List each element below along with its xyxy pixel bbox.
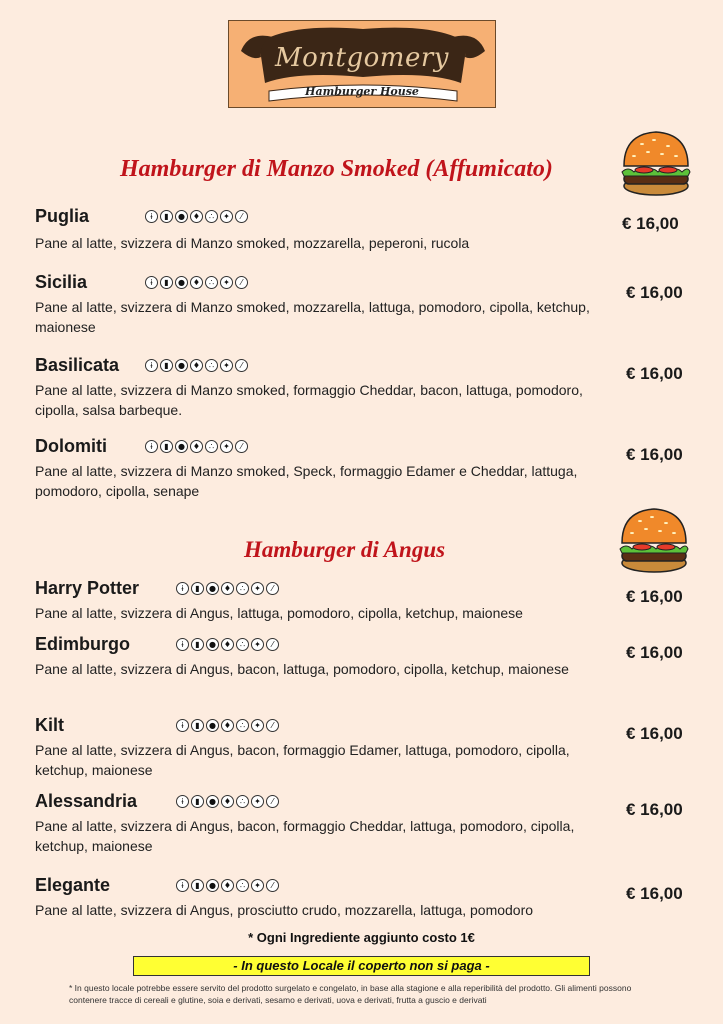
allergen-icons	[176, 582, 279, 595]
allergen-icons	[176, 795, 279, 808]
egg-icon: ●	[175, 440, 188, 453]
allergen-icons	[145, 359, 248, 372]
celery-icon: ✦	[220, 276, 233, 289]
item-price: € 16,00	[626, 643, 683, 662]
section-title-smoked: Hamburger di Manzo Smoked (Affumicato)	[120, 156, 553, 182]
milk-icon: ▮	[160, 440, 173, 453]
gluten-icon: ɨ	[145, 440, 158, 453]
egg-icon: ●	[206, 719, 219, 732]
item-description: Pane al latte, svizzera di Angus, bacon, formaggio Cheddar, lattuga, pomodoro, cipolla, ketchup, maionese	[35, 818, 575, 854]
sesame-icon: ∴	[236, 582, 249, 595]
mustard-icon: ♦	[190, 210, 203, 223]
item-price: € 16,00	[626, 587, 683, 606]
burger-icon	[618, 128, 694, 198]
egg-icon: ●	[175, 276, 188, 289]
logo-subtitle: Hamburger House	[305, 85, 419, 98]
celery-icon: ✦	[220, 440, 233, 453]
item-name: Dolomiti	[35, 436, 107, 456]
celery-icon: ✦	[251, 582, 264, 595]
item-price: € 16,00	[626, 445, 683, 464]
sesame-icon: ∴	[236, 719, 249, 732]
gluten-icon: ɨ	[176, 638, 189, 651]
celery-icon: ✦	[220, 359, 233, 372]
egg-icon: ●	[206, 638, 219, 651]
item-price: € 16,00	[626, 884, 683, 903]
item-description: Pane al latte, svizzera di Manzo smoked, mozzarella, lattuga, pomodoro, cipolla, ketchup, maionese	[35, 299, 590, 335]
gluten-icon: ɨ	[145, 210, 158, 223]
item-price: € 16,00	[626, 283, 683, 302]
burger-icon	[616, 505, 692, 575]
celery-icon: ✦	[251, 795, 264, 808]
item-description: Pane al latte, svizzera di Angus, prosciutto crudo, mozzarella, lattuga, pomodoro	[35, 902, 534, 918]
cover-charge-banner: - In questo Locale il coperto non si paga -	[133, 956, 590, 976]
mustard-icon: ♦	[221, 582, 234, 595]
item-description: Pane al latte, svizzera di Angus, bacon, lattuga, pomodoro, cipolla, ketchup, maionese	[35, 661, 569, 677]
item-description: Pane al latte, svizzera di Manzo smoked, mozzarella, peperoni, rucola	[35, 235, 470, 251]
section-title-angus: Hamburger di Angus	[244, 537, 446, 562]
egg-icon: ●	[175, 359, 188, 372]
sesame-icon: ∴	[205, 276, 218, 289]
sesame-icon: ∴	[205, 440, 218, 453]
item-price: € 16,00	[626, 724, 683, 743]
allergen-disclaimer: * In questo locale potrebbe essere servito del prodotto surgelato e congelato, in base alla stagione e alla reperibilità del prodotto. Gli alimenti possono contenere tracce di cereali e glutine, soia e derivati, sesamo e derivati, uova e derivati, frutta a guscio e derivati	[69, 983, 632, 1005]
item-name: Harry Potter	[35, 578, 140, 598]
soy-icon: ⁄	[266, 879, 279, 892]
milk-icon: ▮	[191, 719, 204, 732]
item-price: € 16,00	[626, 800, 683, 819]
egg-icon: ●	[206, 879, 219, 892]
allergen-icons	[176, 719, 279, 732]
celery-icon: ✦	[251, 879, 264, 892]
item-name: Basilicata	[35, 355, 120, 375]
gluten-icon: ɨ	[176, 719, 189, 732]
allergen-icons	[145, 210, 248, 223]
allergen-icons	[145, 440, 248, 453]
mustard-icon: ♦	[221, 638, 234, 651]
sesame-icon: ∴	[205, 210, 218, 223]
milk-icon: ▮	[160, 359, 173, 372]
item-name: Sicilia	[35, 272, 88, 292]
milk-icon: ▮	[191, 638, 204, 651]
soy-icon: ⁄	[235, 210, 248, 223]
mustard-icon: ♦	[221, 719, 234, 732]
soy-icon: ⁄	[266, 638, 279, 651]
mustard-icon: ♦	[190, 359, 203, 372]
celery-icon: ✦	[251, 719, 264, 732]
item-name: Edimburgo	[35, 634, 130, 654]
mustard-icon: ♦	[221, 795, 234, 808]
item-price: € 16,00	[622, 214, 679, 233]
item-description: Pane al latte, svizzera di Manzo smoked, Speck, formaggio Edamer e Cheddar, lattuga, pomodoro, cipolla, senape	[35, 463, 578, 499]
soy-icon: ⁄	[235, 359, 248, 372]
restaurant-logo	[228, 20, 496, 108]
gluten-icon: ɨ	[176, 582, 189, 595]
egg-icon: ●	[206, 795, 219, 808]
milk-icon: ▮	[191, 795, 204, 808]
gluten-icon: ɨ	[145, 276, 158, 289]
celery-icon: ✦	[251, 638, 264, 651]
egg-icon: ●	[175, 210, 188, 223]
item-name: Puglia	[35, 206, 90, 226]
gluten-icon: ɨ	[176, 795, 189, 808]
item-name: Alessandria	[35, 791, 138, 811]
mustard-icon: ♦	[190, 276, 203, 289]
gluten-icon: ɨ	[176, 879, 189, 892]
egg-icon: ●	[206, 582, 219, 595]
mustard-icon: ♦	[221, 879, 234, 892]
mustard-icon: ♦	[190, 440, 203, 453]
gluten-icon: ɨ	[145, 359, 158, 372]
item-name: Elegante	[35, 875, 111, 895]
sesame-icon: ∴	[236, 638, 249, 651]
sesame-icon: ∴	[236, 795, 249, 808]
allergen-icons	[176, 879, 279, 892]
soy-icon: ⁄	[266, 795, 279, 808]
milk-icon: ▮	[191, 582, 204, 595]
milk-icon: ▮	[160, 276, 173, 289]
milk-icon: ▮	[191, 879, 204, 892]
allergen-icons	[145, 276, 248, 289]
logo-name: Montgomery	[275, 43, 449, 73]
soy-icon: ⁄	[266, 719, 279, 732]
soy-icon: ⁄	[235, 440, 248, 453]
milk-icon: ▮	[160, 210, 173, 223]
soy-icon: ⁄	[235, 276, 248, 289]
item-name: Kilt	[35, 715, 64, 735]
sesame-icon: ∴	[205, 359, 218, 372]
item-description: Pane al latte, svizzera di Angus, bacon, formaggio Edamer, lattuga, pomodoro, cipolla, ketchup, maionese	[35, 742, 570, 778]
celery-icon: ✦	[220, 210, 233, 223]
item-price: € 16,00	[626, 364, 683, 383]
soy-icon: ⁄	[266, 582, 279, 595]
sesame-icon: ∴	[236, 879, 249, 892]
allergen-icons	[176, 638, 279, 651]
item-description: Pane al latte, svizzera di Manzo smoked, formaggio Cheddar, bacon, lattuga, pomodoro, cipolla, salsa barbeque.	[35, 382, 583, 418]
ingredient-note: * Ogni Ingrediente aggiunto costo 1€	[248, 930, 475, 945]
item-description: Pane al latte, svizzera di Angus, lattuga, pomodoro, cipolla, ketchup, maionese	[35, 605, 523, 621]
